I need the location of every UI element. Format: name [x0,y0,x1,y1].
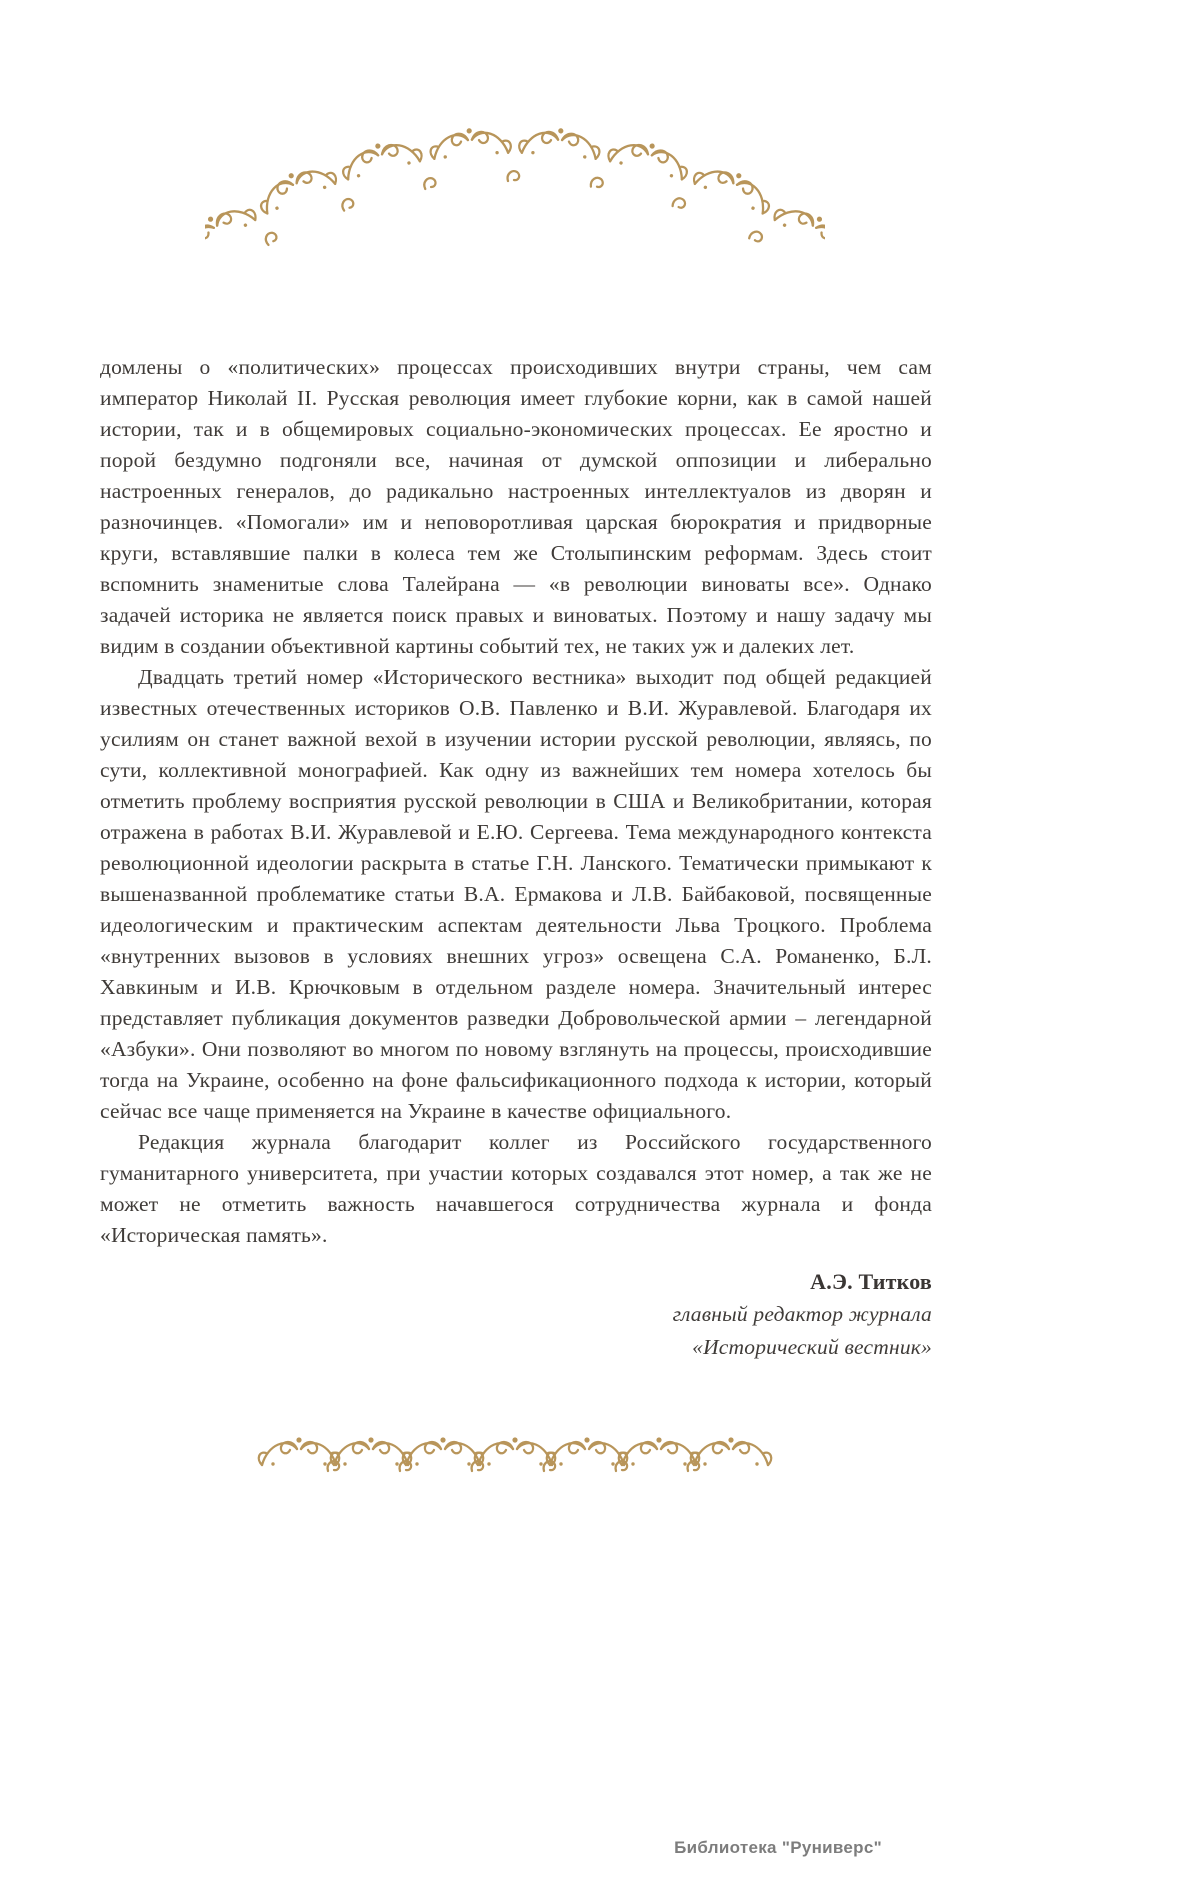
signature-block [100,1265,932,1364]
signature-role: главный редактор журнала [672,1302,932,1326]
signature-name: А.Э. Титков [810,1269,932,1294]
bottom-ornament-icon [255,1424,775,1480]
top-ornament-icon [205,128,825,273]
library-watermark: Библиотека "Руниверс" [674,1838,882,1857]
body-paragraph: Двадцать третий номер «Исторического вестника» выходит под общей редакцией известных отечественных историков О.В. Павленко и В.И. Журавлевой. Благодаря их усилиям он станет важной вехой в изучении истории русской революции, являясь, по сути, коллективной монографией. Как одну из важнейших тем номера хотелось бы отметить проблему восприятия русской революции в США и Великобритании, которая отражена в работах В.И. Журавлевой и Е.Ю. Сергеева. Тема международного контекста революционной идеологии раскрыта в статье Г.Н. Ланского. Тематически примыкают к вышеназванной проблематике статьи В.А. Ермакова и Л.В. Байбаковой, посвященные идеологическим и практическим аспектам деятельности Льва Троцкого. Проблема «внутренних вызовов в условиях внешних угроз» освещена С.А. Романенко, Б.Л. Хавкиным и И.В. Крючковым в отдельном разделе номера. Значительный интерес представляет публикация документов разведки Добровольческой армии – легендарной «Азбуки». Они позволяют во многом по новому взглянуть на процессы, происходившие тогда на Украине, особенно на фоне фальсификационного подхода к истории, который сейчас все чаще применяется на Украине в качестве официального. [100,665,932,1123]
body-paragraph: Редакция журнала благодарит коллег из Российского государственного гуманитарного университета, при участии которых создавался этот номер, а так же не может не отметить важность начавшегося сотрудничества журнала и фонда «Историческая память». [100,1130,932,1247]
body-paragraph: домлены о «политических» процессах происходивших внутри страны, чем сам император Николай II. Русская революция имеет глубокие корни, как в самой нашей истории, так и в общемировых социально-экономических процессах. Ее яростно и порой бездумно подгоняли все, начиная от думской оппозиции и либерально настроенных генералов, до радикально настроенных интеллектуалов из дворян и разночинцев. «Помогали» им и неповоротливая царская бюрократия и придворные круги, вставлявшие палки в колеса тем же Столыпинским реформам. Здесь стоит вспомнить знаменитые слова Талейрана — «в революции виноваты все». Однако задачей историка не является поиск правых и виноватых. Поэтому и нашу задачу мы видим в создании объективной картины событий тех, не таких уж и далеких лет. [100,355,932,658]
text-block [100,352,932,1364]
signature-journal: «Исторический вестник» [692,1335,932,1359]
